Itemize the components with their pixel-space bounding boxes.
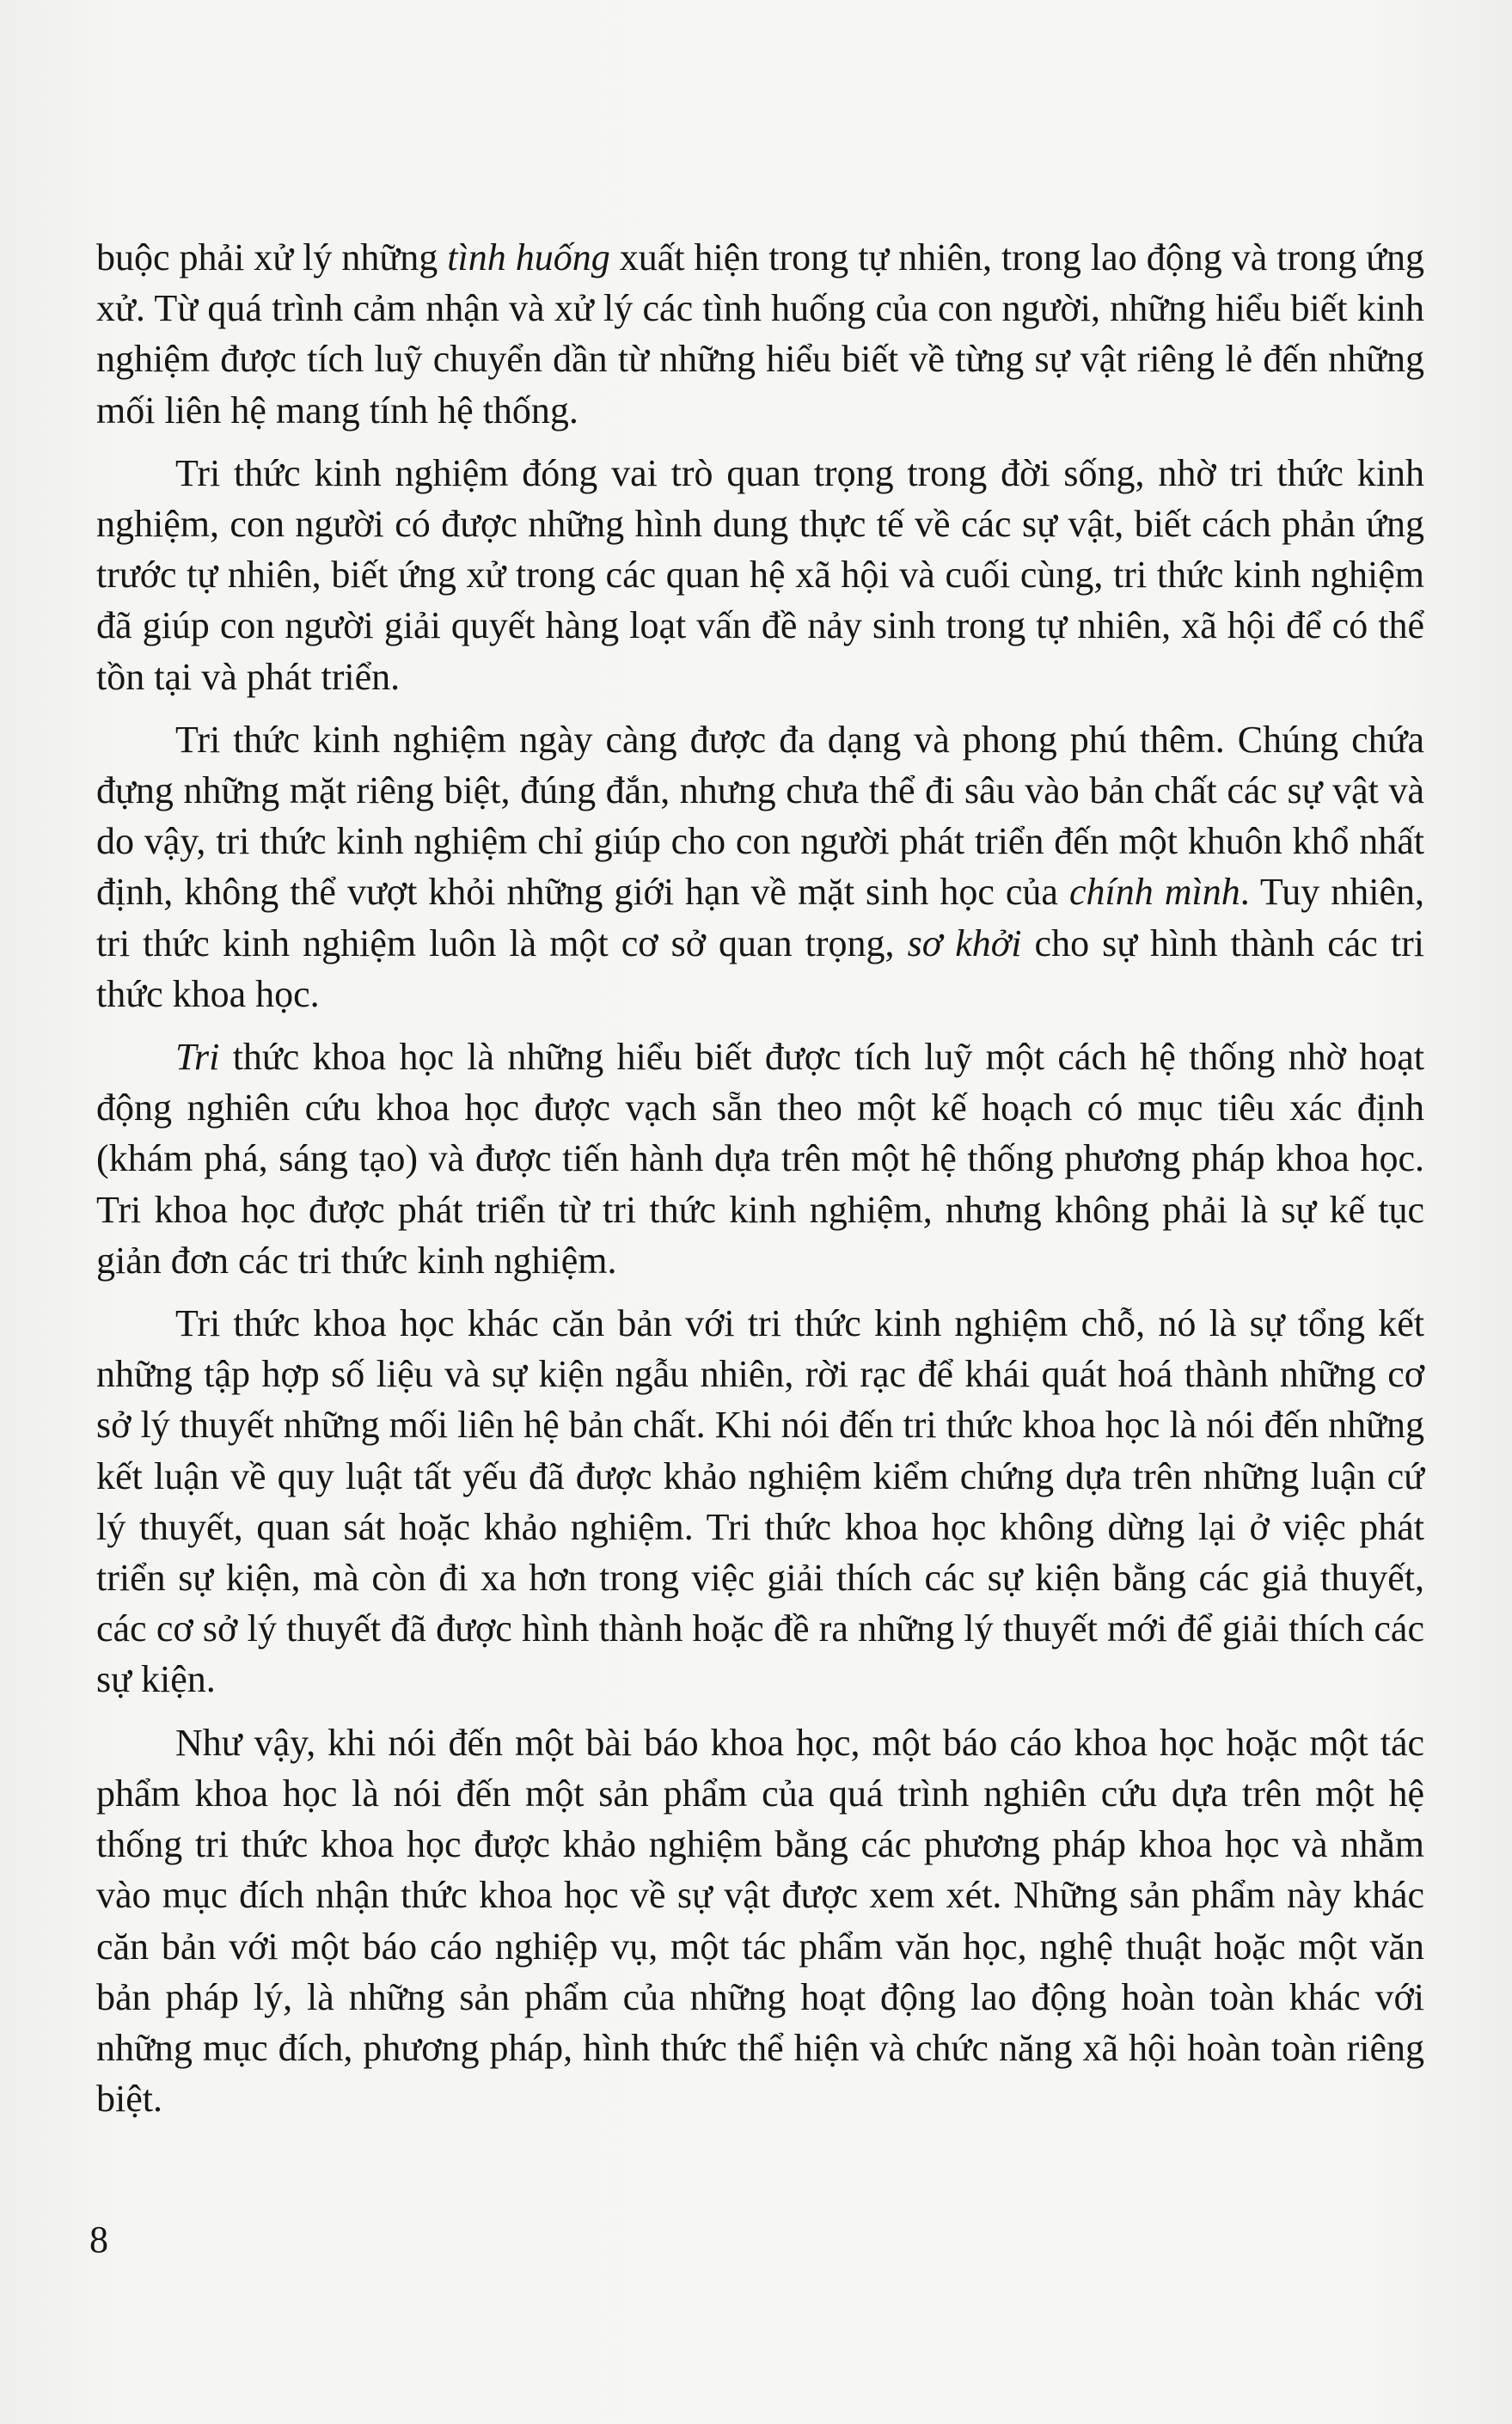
text-segment: Tri thức kinh nghiệm ngày càng được đa dạng và phong phú thêm. Chúng chứa đựng những mặt riêng biệt, đúng đắn, nhưng chưa thể đi sâu vào bản chất các sự vật và do vậy, tri thức kinh nghiệm chỉ giúp cho con người phát triển đến một khuôn khổ nhất định, không thể vượt khỏi những giới hạn về mặt sinh học của bbox=[96, 718, 1424, 914]
paragraph bbox=[96, 232, 1424, 436]
italic-text: Tri bbox=[175, 1036, 220, 1079]
body-text bbox=[96, 232, 1424, 2124]
text-segment: xuất hiện trong tự nhiên, trong lao động và trong ứng xử. Từ quá trình cảm nhận và xử lý các tình huống của con người, những hiểu biết kinh nghiệm được tích luỹ chuyển dần từ những hiểu biết về từng sự vật riêng lẻ đến những mối liên hệ mang tính hệ thống. bbox=[96, 236, 1424, 432]
text-segment: Như vậy, khi nói đến một bài báo khoa học, một báo cáo khoa học hoặc một tác phẩm khoa học là nói đến một sản phẩm của quá trình nghiên cứu dựa trên một hệ thống tri thức khoa học được khảo nghiệm bằng các phương pháp khoa học và nhằm vào mục đích nhận thức khoa học về sự vật được xem xét. Những sản phẩm này khác căn bản với một báo cáo nghiệp vụ, một tác phẩm văn học, nghệ thuật hoặc một văn bản pháp lý, là những sản phẩm của những hoạt động lao động hoàn toàn khác với những mục đích, phương pháp, hình thức thể hiện và chức năng xã hội hoàn toàn riêng biệt. bbox=[96, 1721, 1424, 2121]
italic-text: sơ khởi bbox=[907, 921, 1022, 964]
page-number: 8 bbox=[89, 2219, 108, 2261]
paragraph bbox=[96, 1031, 1424, 1286]
italic-text: chính mình bbox=[1068, 871, 1240, 914]
text-segment: thức khoa học là những hiểu biết được tích luỹ một cách hệ thống nhờ hoạt động nghiên cứu khoa học được vạch sẵn theo một kế hoạch có mục tiêu xác định (khám phá, sáng tạo) và được tiến hành dựa trên một hệ thống phương pháp khoa học. Tri khoa học được phát triển từ tri thức kinh nghiệm, nhưng không phải là sự kế tục giản đơn các tri thức kinh nghiệm. bbox=[96, 1036, 1424, 1282]
paragraph bbox=[96, 714, 1424, 1019]
paragraph bbox=[96, 1717, 1424, 2125]
text-segment: . Tuy nhiên, tri thức kinh nghiệm luôn là một cơ sở quan trọng, bbox=[96, 871, 1424, 964]
paragraph bbox=[96, 1298, 1424, 1705]
text-segment: buộc phải xử lý những bbox=[96, 236, 448, 279]
italic-text: tình huống bbox=[447, 236, 610, 279]
text-segment: Tri thức khoa học khác căn bản với tri thức kinh nghiệm chỗ, nó là sự tổng kết những tập hợp số liệu và sự kiện ngẫu nhiên, rời rạc để khái quát hoá thành những cơ sở lý thuyết những mối liên hệ bản chất. Khi nói đến tri thức khoa học là nói đến những kết luận về quy luật tất yếu đã được khảo nghiệm kiểm chứng dựa trên những luận cứ lý thuyết, quan sát hoặc khảo nghiệm. Tri thức khoa học không dừng lại ở việc phát triển sự kiện, mà còn đi xa hơn trong việc giải thích các sự kiện bằng các giả thuyết, các cơ sở lý thuyết đã được hình thành hoặc đề ra những lý thuyết mới để giải thích các sự kiện. bbox=[96, 1302, 1424, 1701]
text-segment: Tri thức kinh nghiệm đóng vai trò quan trọng trong đời sống, nhờ tri thức kinh nghiệm, con người có được những hình dung thực tế về các sự vật, biết cách phản ứng trước tự nhiên, biết ứng xử trong các quan hệ xã hội và cuối cùng, tri thức kinh nghiệm đã giúp con người giải quyết hàng loạt vấn đề nảy sinh trong tự nhiên, xã hội để có thể tồn tại và phát triển. bbox=[96, 451, 1424, 698]
text-segment: cho sự hình thành các tri thức khoa học. bbox=[96, 921, 1425, 1015]
paragraph bbox=[96, 448, 1424, 702]
